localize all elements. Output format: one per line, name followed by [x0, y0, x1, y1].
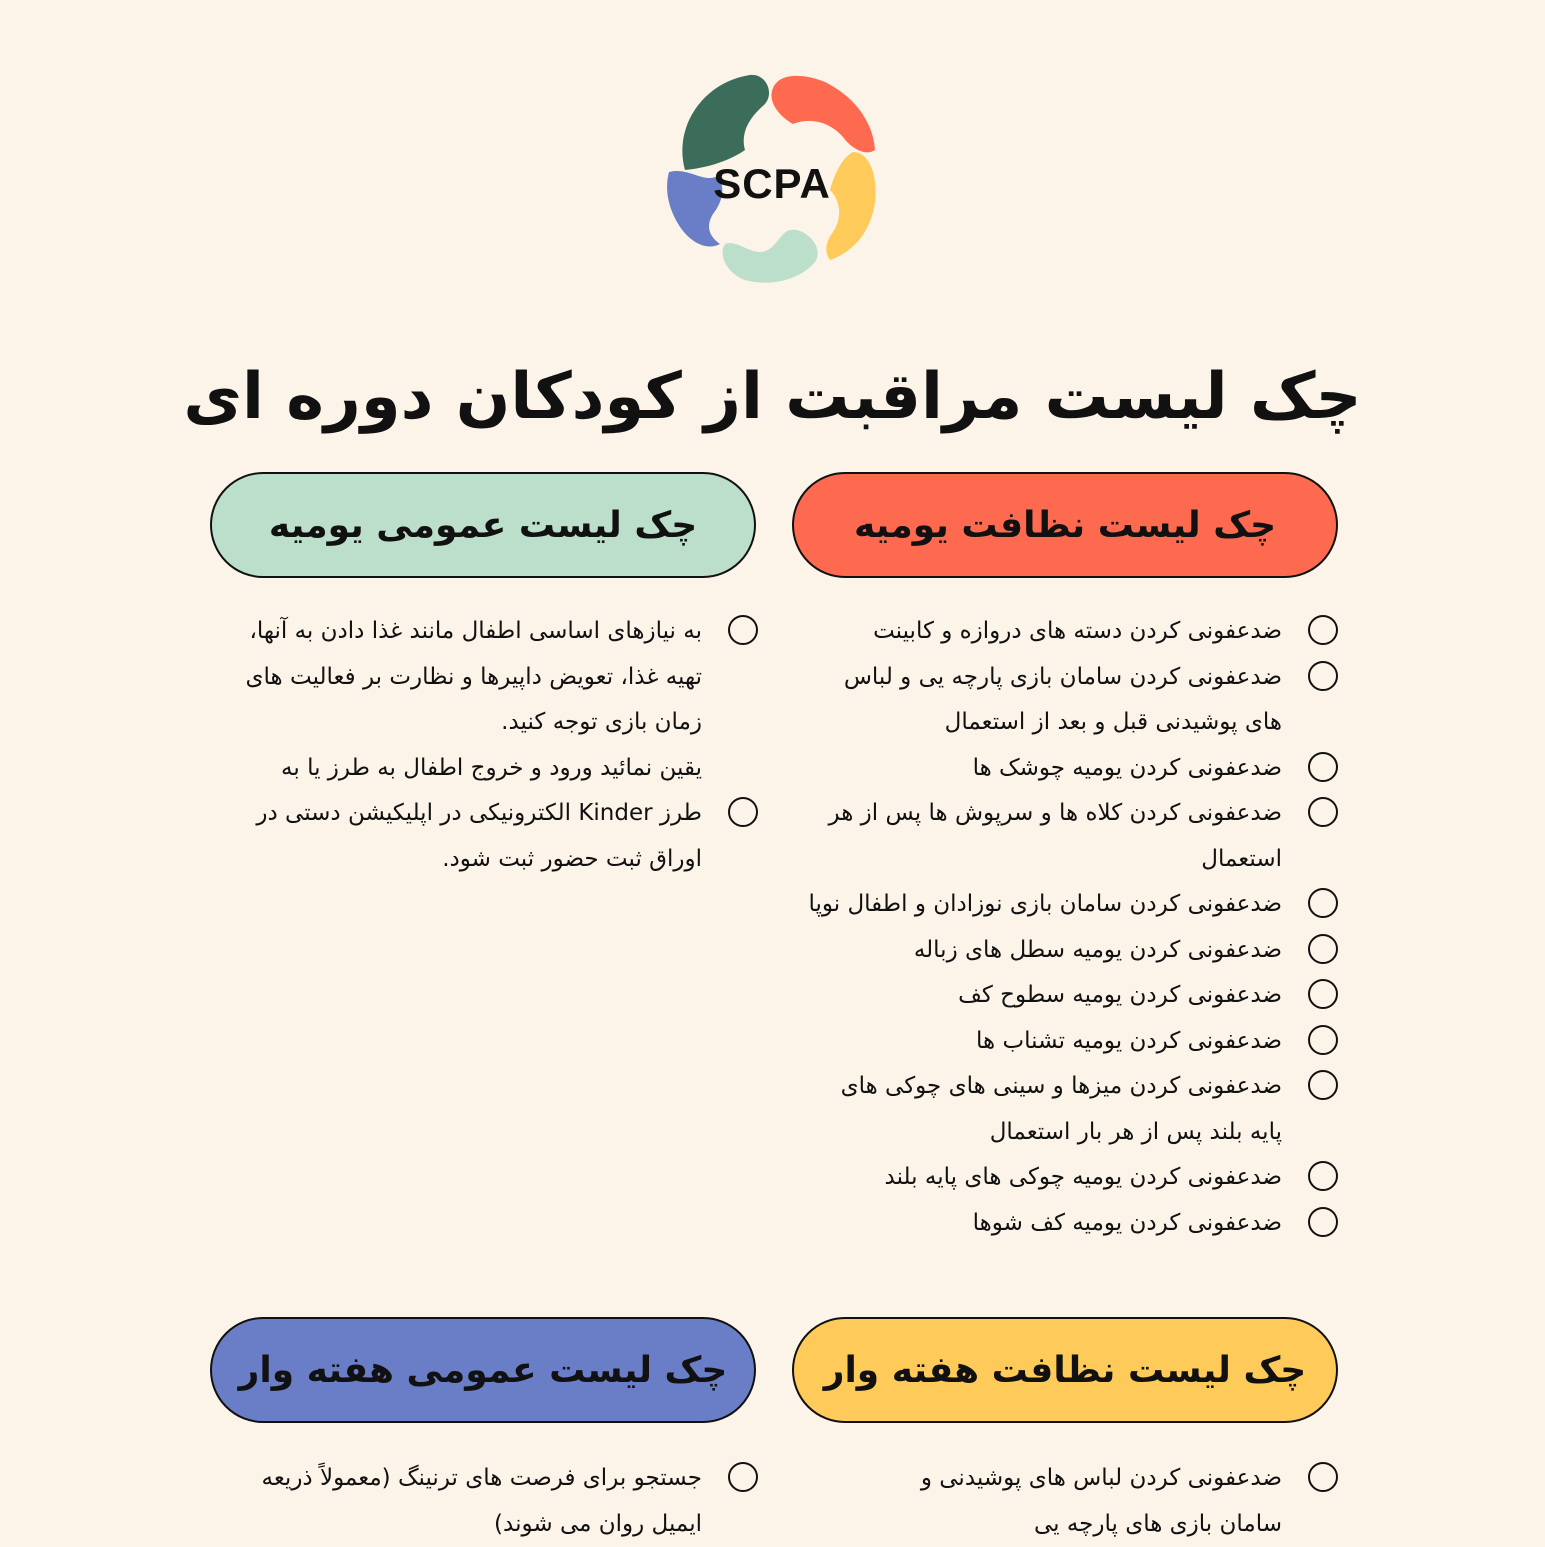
list-item: [782, 609, 1338, 655]
list-item: [782, 655, 1338, 746]
logo-petal-coral: [771, 76, 875, 152]
weekly-cleaning-title: چک لیست نظافت هفته وار: [823, 1349, 1307, 1391]
item-text: ضدعفونی کردن یومیه سطوح کف: [958, 982, 1282, 1008]
checkbox[interactable]: [1308, 797, 1338, 827]
list-item: [782, 746, 1338, 792]
checkbox[interactable]: [1308, 615, 1338, 645]
list-item: [782, 1456, 1338, 1547]
item-text: ضدعفونی کردن میزها و سینی های چوکی های پایه بلند پس از هر بار استعمال: [840, 1073, 1282, 1145]
checkbox[interactable]: [1308, 1070, 1338, 1100]
list-item: [782, 1019, 1338, 1065]
item-text: یقین نمائید ورود و خروج اطفال به طرز یا به طرز Kinder الکترونیکی در اپلیکیشن دستی در اوراق ثبت حضور ثبت شود.: [256, 754, 702, 872]
checkbox[interactable]: [1308, 979, 1338, 1009]
checkbox[interactable]: [1308, 1161, 1338, 1191]
item-text: ضدعفونی کردن دسته های دروازه و کابینت: [873, 618, 1282, 644]
item-text: ضدعفونی کردن یومیه چوشک ها: [972, 754, 1282, 781]
item-text: ضدعفونی کردن یومیه چوکی های پایه بلند: [884, 1164, 1282, 1190]
page-title: چک لیست مراقبت از کودکان دوره ای: [183, 360, 1362, 434]
item-text: به نیازهای اساسی اطفال مانند غذا دادن به آنها، تهیه غذا، تعویض داپیرها و نظارت بر فعالیت های زمان بازی توجه کنید.: [245, 618, 702, 735]
checkbox[interactable]: [1308, 661, 1338, 691]
item-text: ضدعفونی کردن لباس های پوشیدنی و سامان بازی های پارچه یی: [920, 1465, 1282, 1537]
weekly-general-list: [213, 1456, 758, 1547]
scpa-logo: [665, 72, 879, 286]
daily-cleaning-header: [792, 472, 1338, 578]
checkbox[interactable]: [1308, 888, 1338, 918]
logo-petal-mint: [723, 230, 818, 283]
weekly-cleaning-header: [792, 1317, 1338, 1423]
list-item: [213, 746, 758, 883]
weekly-general-title: چک لیست عمومی هفته وار: [238, 1349, 728, 1391]
checkbox[interactable]: [728, 615, 758, 645]
checkbox[interactable]: [1308, 1207, 1338, 1237]
list-item: [782, 791, 1338, 882]
list-item: [782, 1064, 1338, 1155]
checkbox[interactable]: [1308, 1025, 1338, 1055]
daily-cleaning-list: [782, 609, 1338, 1246]
checkbox[interactable]: [1308, 1462, 1338, 1492]
daily-general-title: چک لیست عمومی یومیه: [268, 504, 698, 546]
item-text: ضدعفونی کردن سامان بازی پارچه یی و لباس های پوشیدنی قبل و بعد از استعمال: [843, 663, 1282, 735]
daily-general-header: [210, 472, 756, 578]
list-item: [782, 928, 1338, 974]
weekly-general-header: [210, 1317, 756, 1423]
list-item: [782, 1201, 1338, 1247]
item-text: ضدعفونی کردن یومیه کف شوها: [972, 1209, 1282, 1236]
item-text: جستجو برای فرصت های ترنینگ (معمولاً ذریعه ایمیل روان می شوند): [261, 1465, 702, 1537]
item-text: ضدعفونی کردن یومیه تشناب ها: [976, 1027, 1282, 1054]
item-text: ضدعفونی کردن سامان بازی نوزادان و اطفال نوپا: [808, 891, 1282, 917]
checkbox[interactable]: [1308, 934, 1338, 964]
list-item: [782, 973, 1338, 1019]
checkbox[interactable]: [1308, 752, 1338, 782]
checkbox[interactable]: [728, 797, 758, 827]
list-item: [213, 609, 758, 746]
item-text: ضدعفونی کردن یومیه سطل های زباله: [913, 936, 1282, 963]
list-item: [782, 1155, 1338, 1201]
logo-petal-green: [682, 75, 769, 170]
list-item: [782, 882, 1338, 928]
item-text: ضدعفونی کردن کلاه ها و سرپوش ها پس از هر استعمال: [828, 800, 1282, 872]
daily-cleaning-title: چک لیست نظافت یومیه: [853, 504, 1277, 546]
daily-general-list: [213, 609, 758, 882]
checkbox[interactable]: [728, 1462, 758, 1492]
list-item: [213, 1456, 758, 1547]
weekly-cleaning-list: [782, 1456, 1338, 1547]
logo-text: SCPA: [713, 160, 831, 207]
